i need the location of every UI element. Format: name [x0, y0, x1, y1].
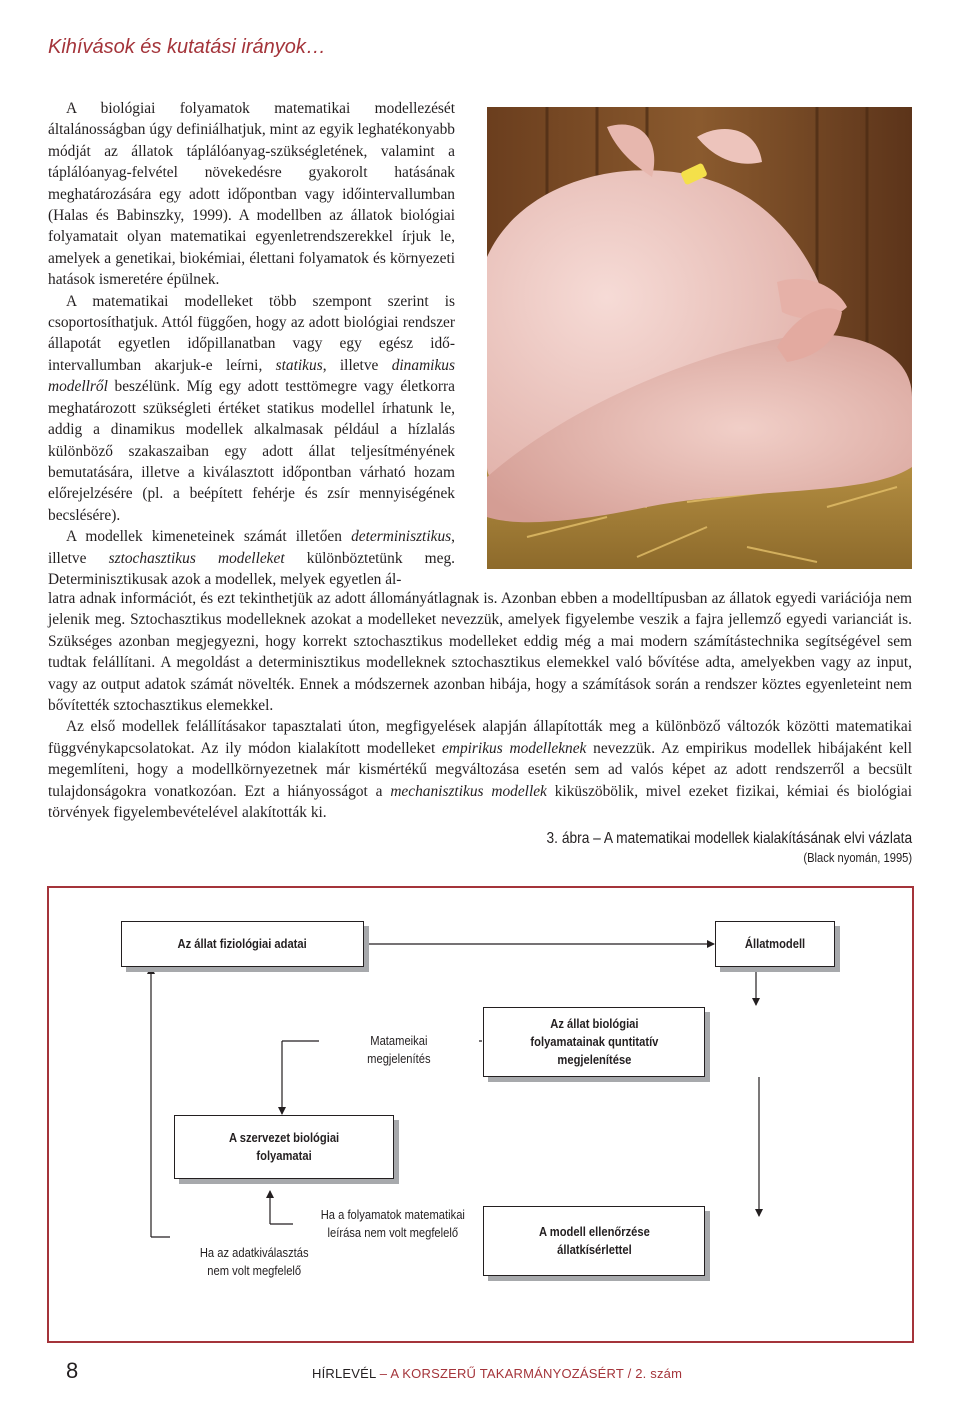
node-if-data-selection-wrong-label: Ha az adatkiválasztás nem volt megfelelő: [199, 1245, 309, 1278]
paragraph: latra adnak információt, és ezt tekinthetjük az adott állományátlagnak is. Azonban ebben a modelltípusban az állatok egyedi variációja nem jelenik meg. Sztochasztikus modelleknek azokat a modelleket nevezzük, amelyek figyelembe veszik a fajra jellemző egyedi varianciát is. Szükséges azonban megjegyezni, hogy korrekt sztochasztikus modelleket eddig még a mai modern számítástechnika segítségével sem tudtak felállítani. A megoldást a determinisztikus modelleknek sztochasztikus elemekkel való bővítése adta, amelyekben vagy az input, vagy az output adatok számát növelték. Ennek a módszernek azonban hibája, hogy a számítások során a rendszer köztes egyenleteint nem bővítették sztochasztikus elemekkel.: [48, 590, 912, 715]
node-if-data-selection-wrong: [174, 1240, 334, 1284]
paragraph: A matematikai modelleket több szempont szerint is csoportosíthatjuk. Attól függően, hogy az adott biológiai rendszer állapotát egyetlen időpillanatban vagy egy egész időintervallumban akarjuk-e leírni, statikus, illetve dinamikus modellről beszélünk. Míg egy adott testtömegre vagy életkorra meghatározott szükségleti értéket statikus modellel írhatunk le, addig a dinamikus modellek alkalmasak például a hízlalás különböző szakaszaiban egy adott állat teljesítményének bemutatására, illetve a kiválasztott időpontban várható hozam előrejelzésére (pl. a beépített fehérje és zsír mennyiségének becslésére).: [48, 292, 455, 524]
node-animal-model-label: Állatmodell: [744, 936, 806, 951]
section-title: Kihívások és kutatási irányok…: [48, 36, 326, 58]
node-animal-physiology-data: [121, 921, 364, 967]
node-model-validation: [483, 1206, 705, 1276]
page-number: 8: [66, 1358, 79, 1383]
node-animal-model: [715, 921, 835, 967]
node-if-math-description-wrong-label: Ha a folyamatok matematikai leírása nem volt megfelelő: [320, 1207, 466, 1240]
footer-publication-name: HÍRLEVÉL: [312, 1366, 376, 1381]
footer-separator: –: [379, 1366, 388, 1381]
node-quantitative-representation-label: Az állat biológiai folyamatainak quntitatív megjelenítése: [530, 1016, 658, 1067]
node-animal-physiology-data-label: Az állat fiziológiai adatai: [177, 936, 308, 951]
paragraph: Az első modellek felállításakor tapasztalati úton, megfigyelések alapján állapították meg a különböző változók közötti matematikai függvénykapcsolatokat. Az ily módon kialakított modelleket empirikus modelleknek nevezzük. Az empirikus modellek hibájaként kell megemlíteni, hogy a modellkörnyezetnek már kismértékű megváltozása esetén sem ad valós képet az adott rendszerről a becsült tulajdonságokra vonatkozóan. Ezt a hiányosságot a mechanisztikus modellek kiküszöbölik, mivel ezeket fizikai, kémiai és biológiai törvények figyelembevételével alakították ki.: [48, 718, 912, 822]
node-organism-processes: [174, 1115, 394, 1179]
footer-publication: [312, 1366, 682, 1381]
pig-photo-illustration: [487, 107, 912, 569]
figure-caption: [487, 830, 912, 865]
node-math-representation: [319, 1026, 479, 1074]
paragraph: A modellek kimeneteinek számát illetően determinisztikus, illetve sztochasztikus modelleket különböztetünk meg. Determinisztikusak azok a modellek, melyek egyetlen ál-: [48, 528, 455, 588]
paragraph: A biológiai folyamatok matematikai modellezését általánosságban úgy definiálhatjuk, mint az egyik leghatékonyabb módját az állatok táplálóanyag-szükségletének, valamint a táplálóanyag-felvétel növekedésre gyakorolt hatásának meghatározására egy adott időpontban vagy időintervallumban (Halas és Babinszky, 1999). A modellben az állatok biológiai folyamatait olyan matematikai egyenletrendszerekkel írjuk le, amelyek a genetikai, biokémiai, élettani folyamatok és környezeti hatások ismeretére épülnek.: [48, 100, 455, 289]
article-column-text: [48, 98, 455, 590]
footer-series: A KORSZERŰ TAKARMÁNYOZÁSÉRT / 2. szám: [390, 1366, 683, 1381]
model-diagram: [47, 886, 914, 1343]
node-model-validation-label: A modell ellenőrzése állatkísérlettel: [538, 1224, 650, 1257]
node-quantitative-representation: [483, 1007, 705, 1077]
figure-source: (Black nyomán, 1995): [803, 850, 912, 865]
node-math-representation-label: Matameikai megjelenítés: [367, 1033, 431, 1066]
pig-photo: [487, 107, 912, 569]
article-full-text: [48, 588, 912, 823]
node-organism-processes-label: A szervezet biológiai folyamatai: [228, 1130, 340, 1163]
figure-title: 3. ábra – A matematikai modellek kialakításának elvi vázlata: [546, 830, 912, 847]
